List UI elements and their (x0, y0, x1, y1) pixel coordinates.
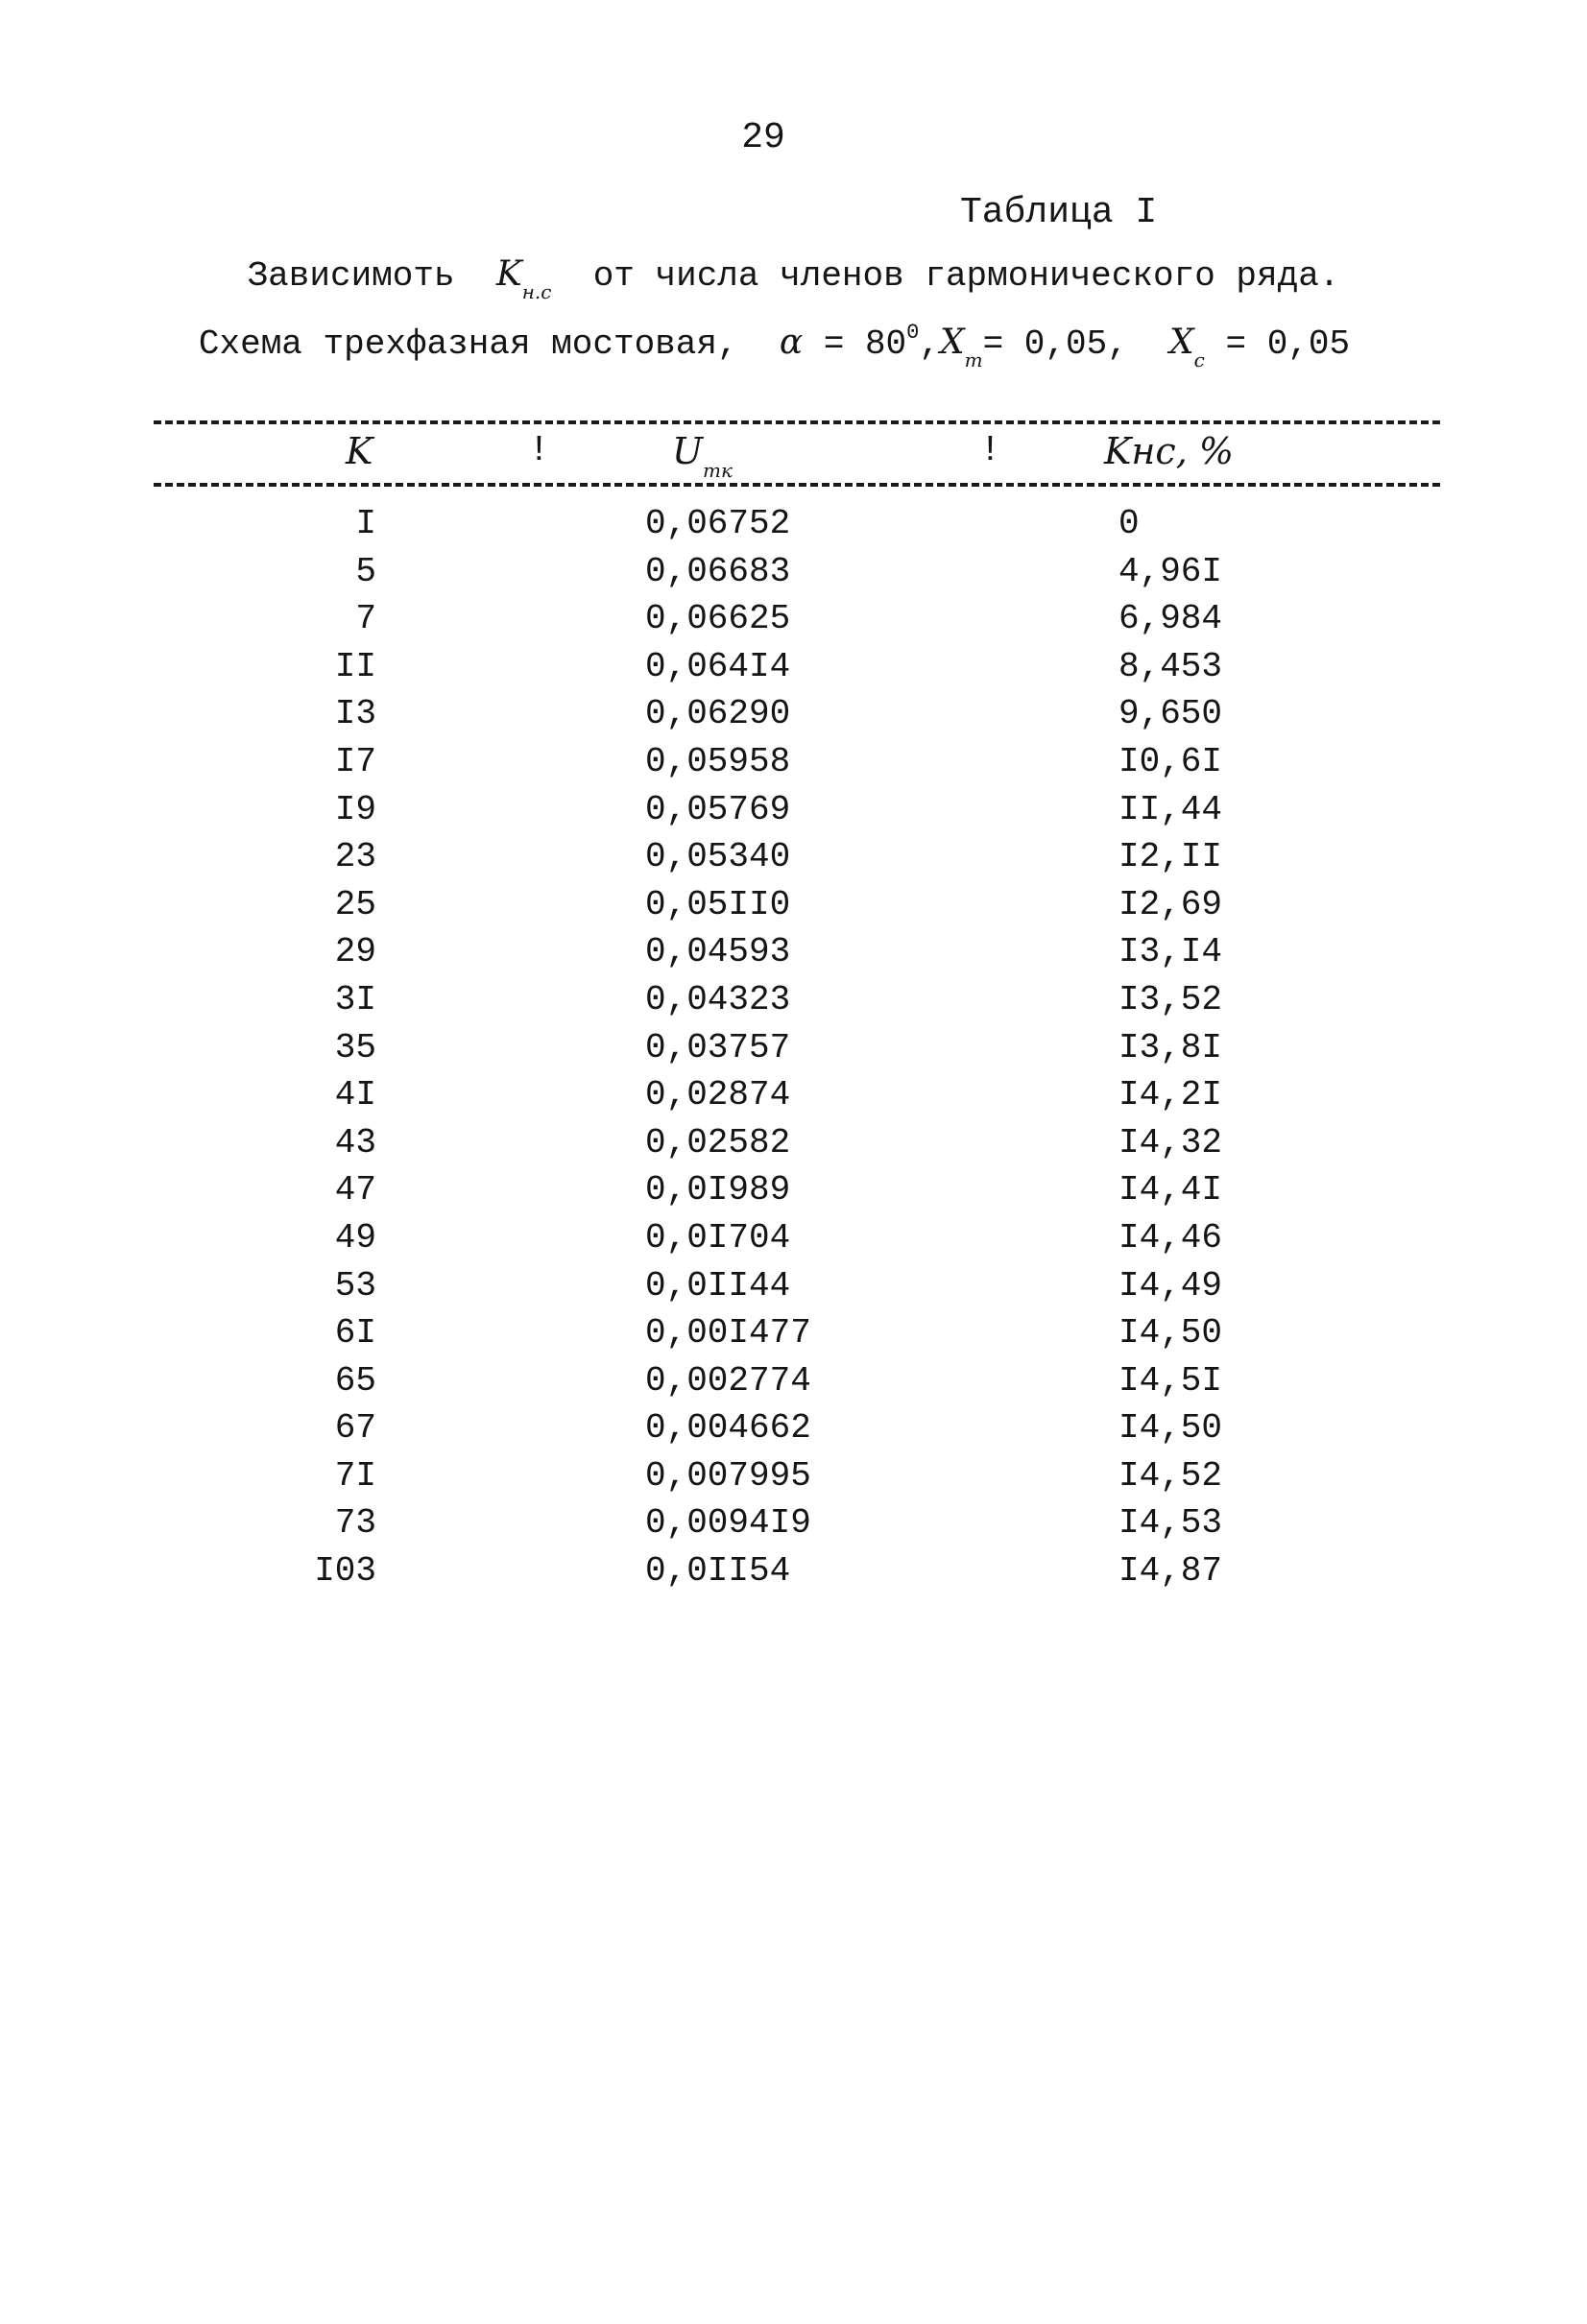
table-caption-line-2: Схема трехфазная мостовая, $\alpha = 80^0,X_т= 0,05$, $X_с = 0,05$ (198, 321, 1351, 371)
cell-k: 43 (334, 1122, 376, 1162)
cell-k: I7 (334, 741, 376, 781)
cell-kn: 0 (1118, 504, 1140, 543)
cell-kn: I3,52 (1118, 979, 1223, 1019)
cell-u: 0,0II54 (645, 1551, 791, 1592)
cell-u: 0,04323 (645, 979, 791, 1019)
cell-kn: I4,52 (1118, 1455, 1223, 1496)
cell-k: I03 (314, 1551, 376, 1592)
table-row (0, 1123, 1587, 1171)
table-row (0, 932, 1587, 980)
cell-k: 6I (334, 1313, 376, 1354)
table-row (0, 694, 1587, 742)
cell-k: 65 (334, 1360, 376, 1401)
table-row (0, 980, 1587, 1028)
cell-kn: I3,I4 (1118, 932, 1223, 972)
cell-u: 0,002774 (645, 1360, 811, 1401)
xc-symbol: X (1169, 323, 1194, 362)
cell-kn: 4,96I (1118, 551, 1223, 591)
header-separator: ! (528, 430, 550, 471)
table-header (0, 430, 1587, 482)
cell-kn: I4,49 (1118, 1265, 1223, 1306)
cell-kn: I4,50 (1118, 1313, 1223, 1354)
table-caption-line-1 (0, 254, 1587, 303)
cell-u: 0,0I989 (645, 1170, 791, 1210)
cell-k: 7 (355, 599, 376, 639)
table-label: Таблица I (960, 192, 1158, 233)
cell-u: 0,05958 (645, 741, 791, 781)
cell-k: 29 (334, 932, 376, 972)
table-row (0, 885, 1587, 933)
cell-u: 0,06683 (645, 551, 791, 591)
cell-kn: 9,650 (1118, 694, 1223, 734)
table-row (0, 1503, 1587, 1551)
cell-u: 0,0I704 (645, 1217, 791, 1258)
cell-u: 0,0II44 (645, 1265, 791, 1306)
cell-u: 0,05340 (645, 837, 791, 877)
caption-text: от числа членов гармонического ряда. (592, 256, 1340, 296)
k-symbol: K (495, 254, 522, 294)
caption-text: Схема трехфазная мостовая, (198, 324, 738, 364)
table-row (0, 790, 1587, 838)
cell-k: I3 (334, 694, 376, 734)
cell-k: 47 (334, 1170, 376, 1210)
cell-u: 0,064I4 (645, 646, 791, 686)
table-row (0, 599, 1587, 647)
table-row (0, 1408, 1587, 1456)
cell-u: 0,06290 (645, 694, 791, 734)
k-subscript: н.с (521, 280, 552, 303)
cell-u: 0,004662 (645, 1408, 811, 1449)
cell-u: 0,04593 (645, 932, 791, 972)
cell-kn: I4,32 (1118, 1122, 1223, 1162)
cell-u: 0,02582 (645, 1122, 791, 1162)
header-kn: Kнс, % (1104, 430, 1234, 472)
table-row (0, 1266, 1587, 1314)
table-row (0, 1028, 1587, 1076)
table-row (0, 742, 1587, 790)
cell-u: 0,007995 (645, 1455, 811, 1496)
cell-kn: I2,69 (1118, 884, 1223, 924)
cell-k: I (355, 504, 376, 543)
cell-k: 23 (334, 837, 376, 877)
xc-value: = 0,05 (1225, 324, 1351, 364)
xc-subscript: с (1193, 348, 1205, 371)
cell-k: 5 (355, 551, 376, 591)
cell-k: 67 (334, 1408, 376, 1449)
alpha-degree: 0 (906, 321, 920, 345)
header-u-symbol: U (672, 430, 704, 472)
xt-symbol: X (939, 323, 965, 362)
cell-kn: I4,2I (1118, 1075, 1223, 1115)
table-row (0, 1075, 1587, 1123)
page-number: 29 (741, 117, 785, 158)
cell-u: 0,05II0 (645, 884, 791, 924)
cell-k: 4I (334, 1075, 376, 1115)
table-row (0, 552, 1587, 600)
cell-kn: 8,453 (1118, 646, 1223, 686)
table-row (0, 1551, 1587, 1599)
cell-kn: I2,II (1118, 837, 1223, 877)
cell-kn: I0,6I (1118, 741, 1223, 781)
table-header-rule (154, 483, 1440, 487)
alpha-value: = 80 (823, 324, 907, 364)
cell-u: 0,06752 (645, 504, 791, 543)
cell-kn: I4,50 (1118, 1408, 1223, 1449)
table-row (0, 504, 1587, 552)
cell-u: 0,05769 (645, 789, 791, 829)
cell-u: 0,0094I9 (645, 1503, 811, 1544)
table-body (0, 504, 1587, 1599)
table-row (0, 837, 1587, 885)
table-row (0, 1456, 1587, 1504)
table-row (0, 1170, 1587, 1218)
cell-kn: I4,5I (1118, 1360, 1223, 1401)
table-top-rule (154, 420, 1440, 424)
cell-k: I9 (334, 789, 376, 829)
cell-kn: I4,4I (1118, 1170, 1223, 1210)
cell-kn: I4,53 (1118, 1503, 1223, 1544)
xt-value: = 0,05, (982, 324, 1128, 364)
cell-kn: I3,8I (1118, 1027, 1223, 1067)
cell-k: 49 (334, 1217, 376, 1258)
cell-k: II (334, 646, 376, 686)
header-u (672, 430, 733, 482)
cell-k: 7I (334, 1455, 376, 1496)
cell-k: 3I (334, 979, 376, 1019)
table-row (0, 1361, 1587, 1409)
table-row (0, 1313, 1587, 1361)
cell-k: 73 (334, 1503, 376, 1544)
cell-kn: I4,87 (1118, 1551, 1223, 1592)
cell-kn: II,44 (1118, 789, 1223, 829)
cell-u: 0,06625 (645, 599, 791, 639)
cell-u: 0,03757 (645, 1027, 791, 1067)
header-u-subscript: mк (703, 459, 733, 482)
cell-u: 0,02874 (645, 1075, 791, 1115)
cell-k: 25 (334, 884, 376, 924)
cell-u: 0,00I477 (645, 1313, 811, 1354)
caption-text: Зависимоть (247, 256, 455, 296)
cell-k: 35 (334, 1027, 376, 1067)
table-row (0, 1218, 1587, 1266)
cell-kn: I4,46 (1118, 1217, 1223, 1258)
header-separator: ! (979, 430, 1001, 471)
xt-subscript: т (964, 348, 983, 371)
header-k: K (346, 430, 373, 472)
alpha-symbol: α (779, 323, 804, 362)
table-row (0, 647, 1587, 695)
cell-kn: 6,984 (1118, 599, 1223, 639)
cell-k: 53 (334, 1265, 376, 1306)
